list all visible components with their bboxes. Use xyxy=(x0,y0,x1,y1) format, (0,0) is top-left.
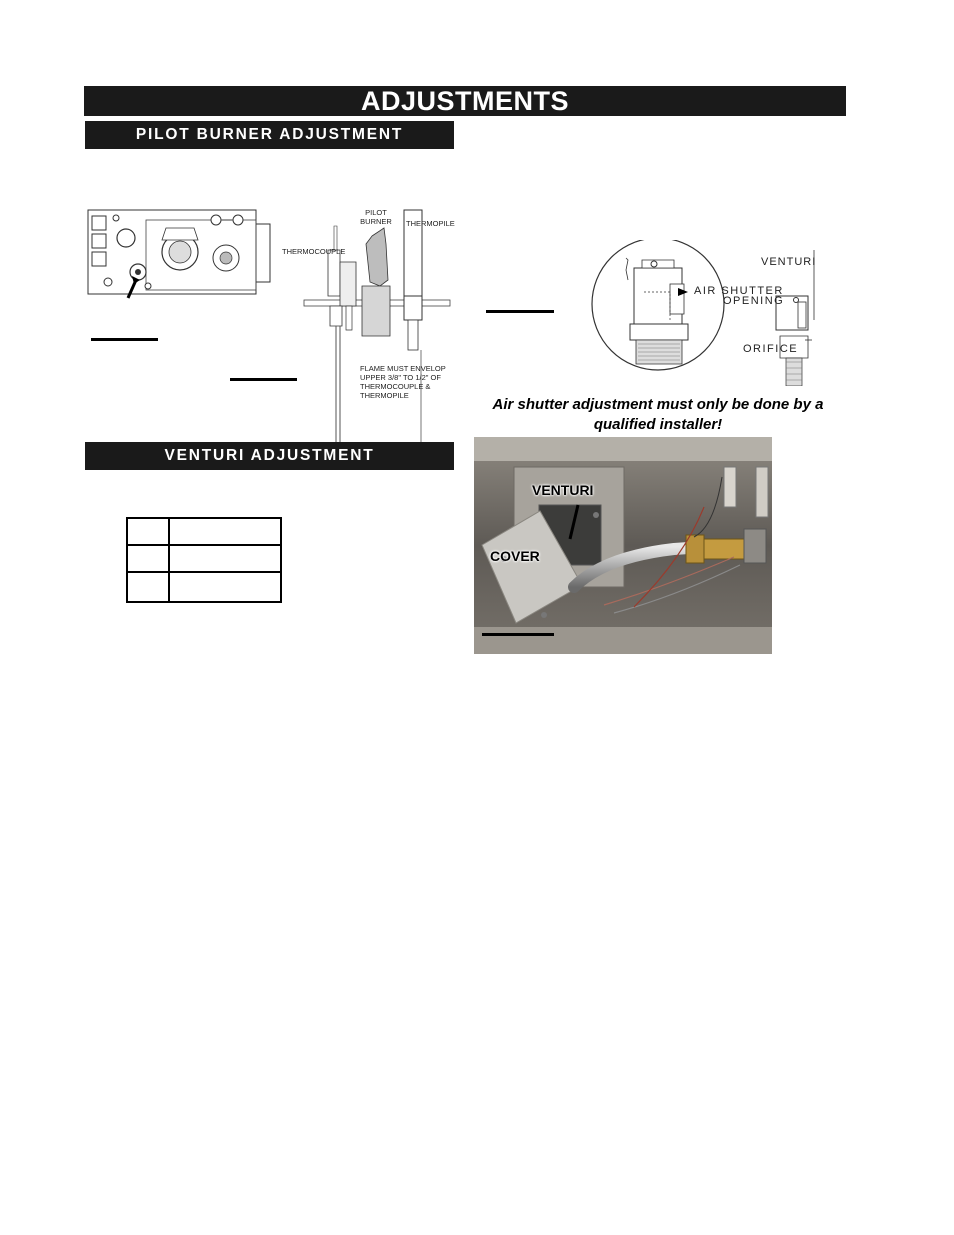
venturi-cover-photo xyxy=(474,437,772,654)
table-row xyxy=(127,518,281,545)
photo-cover-label: COVER xyxy=(490,548,540,564)
photo-venturi-label: VENTURI xyxy=(532,482,594,498)
pilot-burner-section-header: PILOT BURNER ADJUSTMENT xyxy=(85,121,454,149)
table-cell xyxy=(169,518,281,545)
venturi-table xyxy=(126,517,282,603)
table-cell xyxy=(127,572,169,602)
pilot-burner-label: PILOT BURNER xyxy=(360,208,392,226)
venturi-diagram-label: VENTURI xyxy=(761,256,817,268)
air-shutter-label: AIR SHUTTER xyxy=(694,285,784,297)
thermocouple-label: THERMOCOUPLE xyxy=(282,247,346,256)
gas-valve-diagram xyxy=(86,206,276,302)
air-shutter-warning: Air shutter adjustment must only be done by a qualified installer! xyxy=(492,396,824,433)
table-cell xyxy=(169,572,281,602)
flame-envelop-note: FLAME MUST ENVELOP UPPER 3/8" TO 1/2" OF THERMOCOUPLE & THERMOPILE xyxy=(360,364,446,400)
thermopile-label: THERMOPILE xyxy=(406,219,455,228)
table-row xyxy=(127,545,281,572)
table-row xyxy=(127,572,281,602)
photo-illustration xyxy=(474,437,772,654)
table-cell xyxy=(127,545,169,572)
table-cell xyxy=(127,518,169,545)
figure-ref-blank-1 xyxy=(91,338,158,341)
venturi-section-header: VENTURI ADJUSTMENT xyxy=(85,442,454,470)
table-cell xyxy=(169,545,281,572)
orifice-label: ORIFICE xyxy=(743,343,799,355)
page-title: ADJUSTMENTS xyxy=(84,86,846,116)
pilot-assembly-diagram xyxy=(300,206,456,442)
figure-ref-blank-3 xyxy=(486,310,554,313)
figure-ref-blank-2 xyxy=(230,378,297,381)
opening-label: OPENING xyxy=(723,295,785,307)
